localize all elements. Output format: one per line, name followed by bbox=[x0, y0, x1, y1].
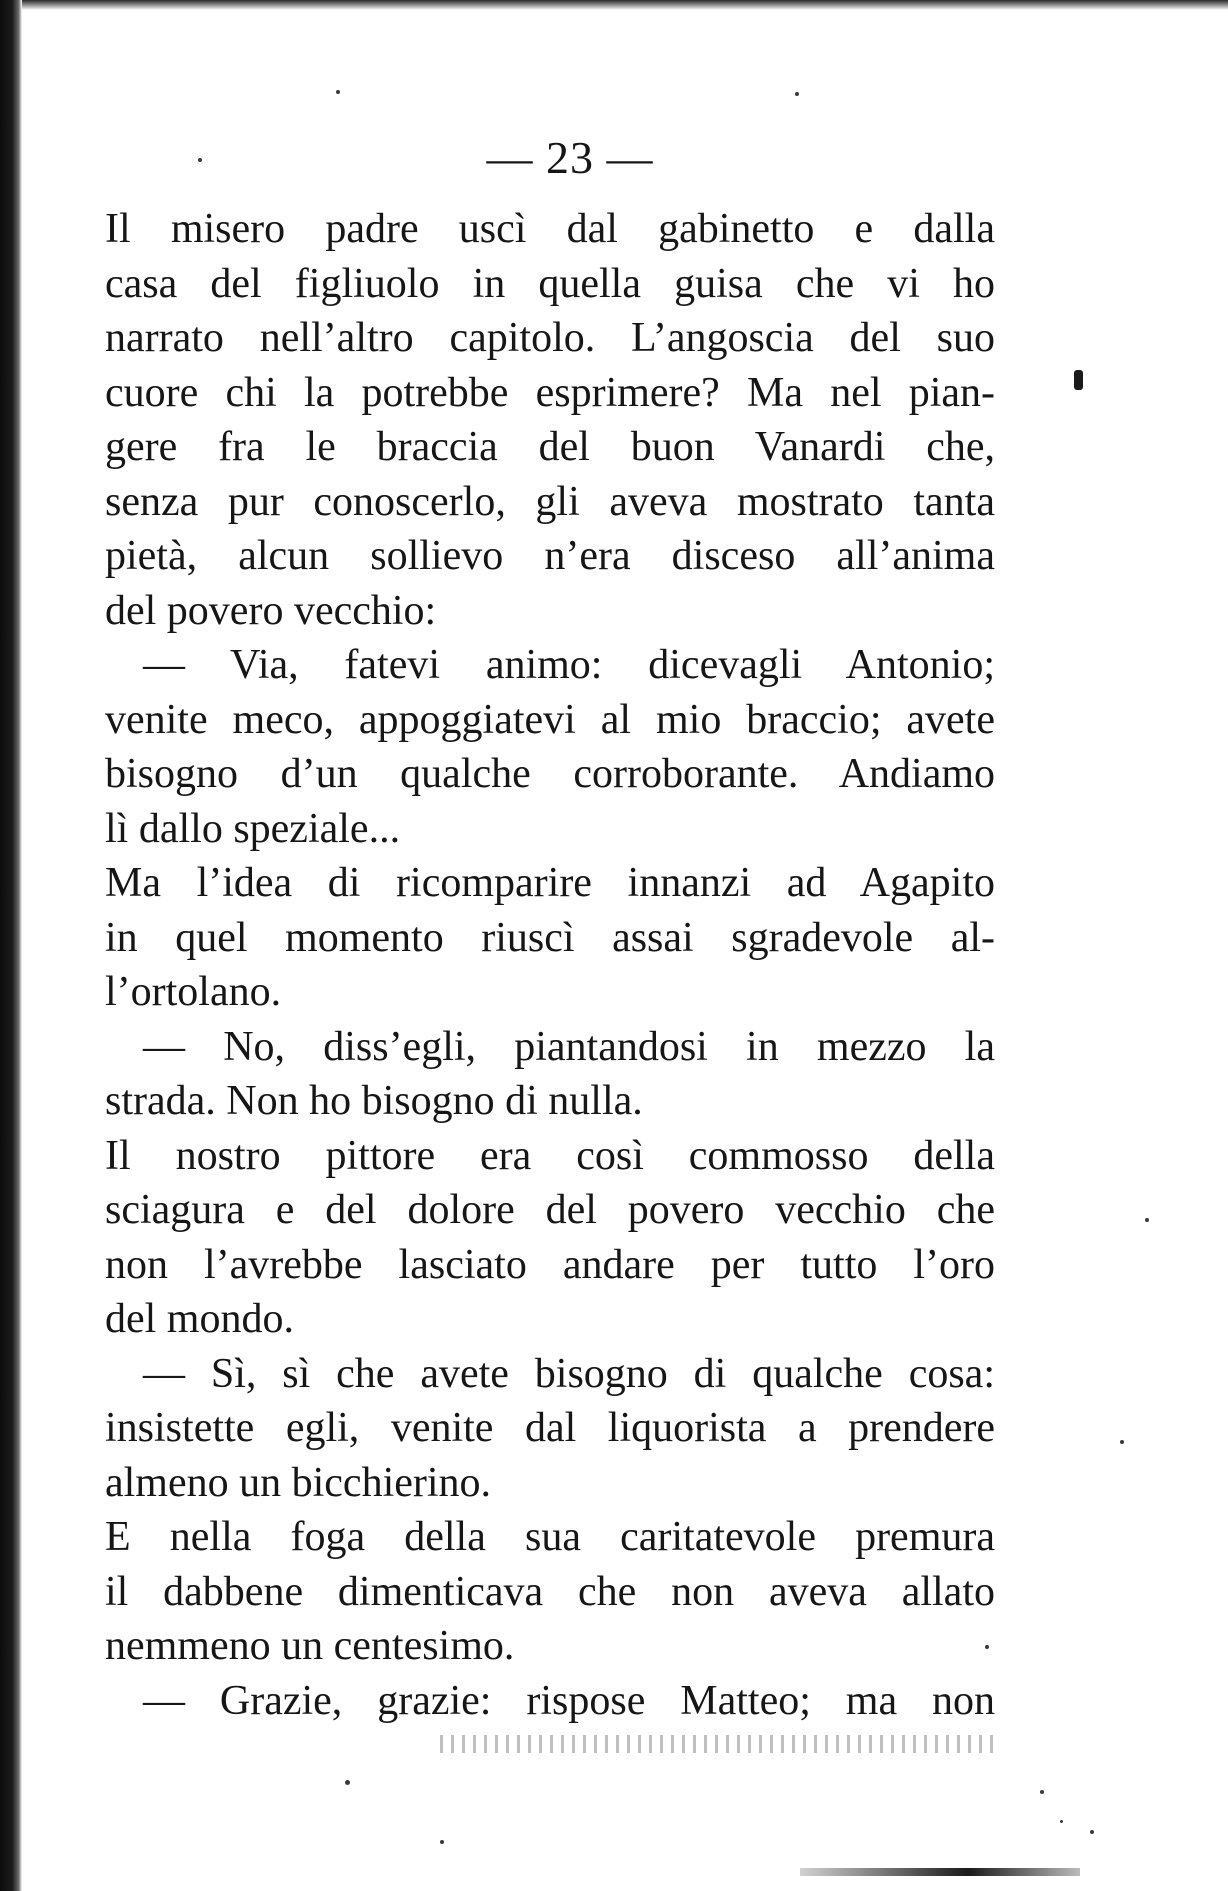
ink-speck bbox=[1060, 1820, 1063, 1823]
text-line: del mondo. bbox=[105, 1296, 294, 1342]
text-line: strada. Non ho bisogno di nulla. bbox=[105, 1078, 643, 1124]
text-line: cuore chi la potrebbe esprimere? Ma nel pian- bbox=[105, 369, 995, 416]
text-line: E nella foga della sua caritatevole premura bbox=[105, 1514, 995, 1560]
text-line: Il misero padre uscì dal gabinetto e dalla bbox=[105, 206, 995, 252]
ink-speck bbox=[1040, 1790, 1044, 1794]
text-line: Il nostro pittore era così commosso della bbox=[105, 1132, 995, 1179]
text-line: sciagura e del dolore del povero vecchio che bbox=[105, 1187, 995, 1233]
ink-speck bbox=[198, 158, 202, 162]
ink-speck bbox=[795, 92, 799, 96]
ink-speck bbox=[1120, 1440, 1124, 1444]
text-line: insistette egli, venite dal liquorista a prendere bbox=[105, 1405, 995, 1451]
text-line: — Via, fatevi animo: dicevagli Antonio; bbox=[143, 642, 995, 688]
text-line: almeno un bicchierino. bbox=[105, 1459, 492, 1506]
text-line: casa del figliuolo in quella guisa che vi ho bbox=[105, 260, 995, 307]
text-line: Ma l’idea di ricomparire innanzi ad Agapito bbox=[105, 860, 995, 906]
ink-speck bbox=[345, 1780, 350, 1785]
text-line: narrato nell’altro capitolo. L’angoscia del suo bbox=[105, 315, 995, 361]
text-line: nemmeno un centesimo. bbox=[105, 1623, 515, 1669]
text-line: bisogno d’un qualche corroborante. Andiamo bbox=[105, 751, 995, 797]
text-line: gere fra le braccia del buon Vanardi che, bbox=[105, 424, 995, 470]
text-line: venite meco, appoggiatevi al mio braccio; avete bbox=[105, 696, 995, 743]
text-line: in quel momento riuscì assai sgradevole al- bbox=[105, 914, 995, 961]
scan-binding-shadow bbox=[0, 0, 22, 1891]
ink-speck bbox=[1090, 1830, 1094, 1834]
body-text bbox=[105, 202, 995, 1728]
text-line: il dabbene dimenticava che non aveva allato bbox=[105, 1568, 995, 1615]
ink-speck bbox=[336, 90, 340, 94]
ink-speck bbox=[440, 1840, 444, 1844]
scan-bottom-edge bbox=[800, 1868, 1080, 1876]
book-page bbox=[105, 128, 995, 1728]
text-line: pietà, alcun sollievo n’era disceso all’anima bbox=[105, 533, 995, 579]
page-number: — 23 — bbox=[486, 132, 654, 183]
bleed-through-smudge bbox=[440, 1735, 1000, 1753]
text-line: del povero vecchio: bbox=[105, 587, 437, 634]
text-line: non l’avrebbe lasciato andare per tutto l’oro bbox=[105, 1241, 995, 1288]
text-line: senza pur conoscerlo, gli aveva mostrato tanta bbox=[105, 478, 995, 525]
text-line: — Sì, sì che avete bisogno di qualche cosa: bbox=[143, 1350, 995, 1397]
ink-speck bbox=[985, 1645, 989, 1649]
text-line: l’ortolano. bbox=[105, 969, 282, 1015]
scan-top-edge bbox=[0, 0, 1228, 10]
ink-speck bbox=[1145, 1218, 1149, 1222]
text-line: — No, diss’egli, piantandosi in mezzo la bbox=[143, 1023, 995, 1070]
text-line: — Grazie, grazie: rispose Matteo; ma non bbox=[143, 1677, 995, 1724]
margin-ink-mark bbox=[1074, 370, 1083, 390]
text-line: lì dallo speziale... bbox=[105, 805, 401, 852]
